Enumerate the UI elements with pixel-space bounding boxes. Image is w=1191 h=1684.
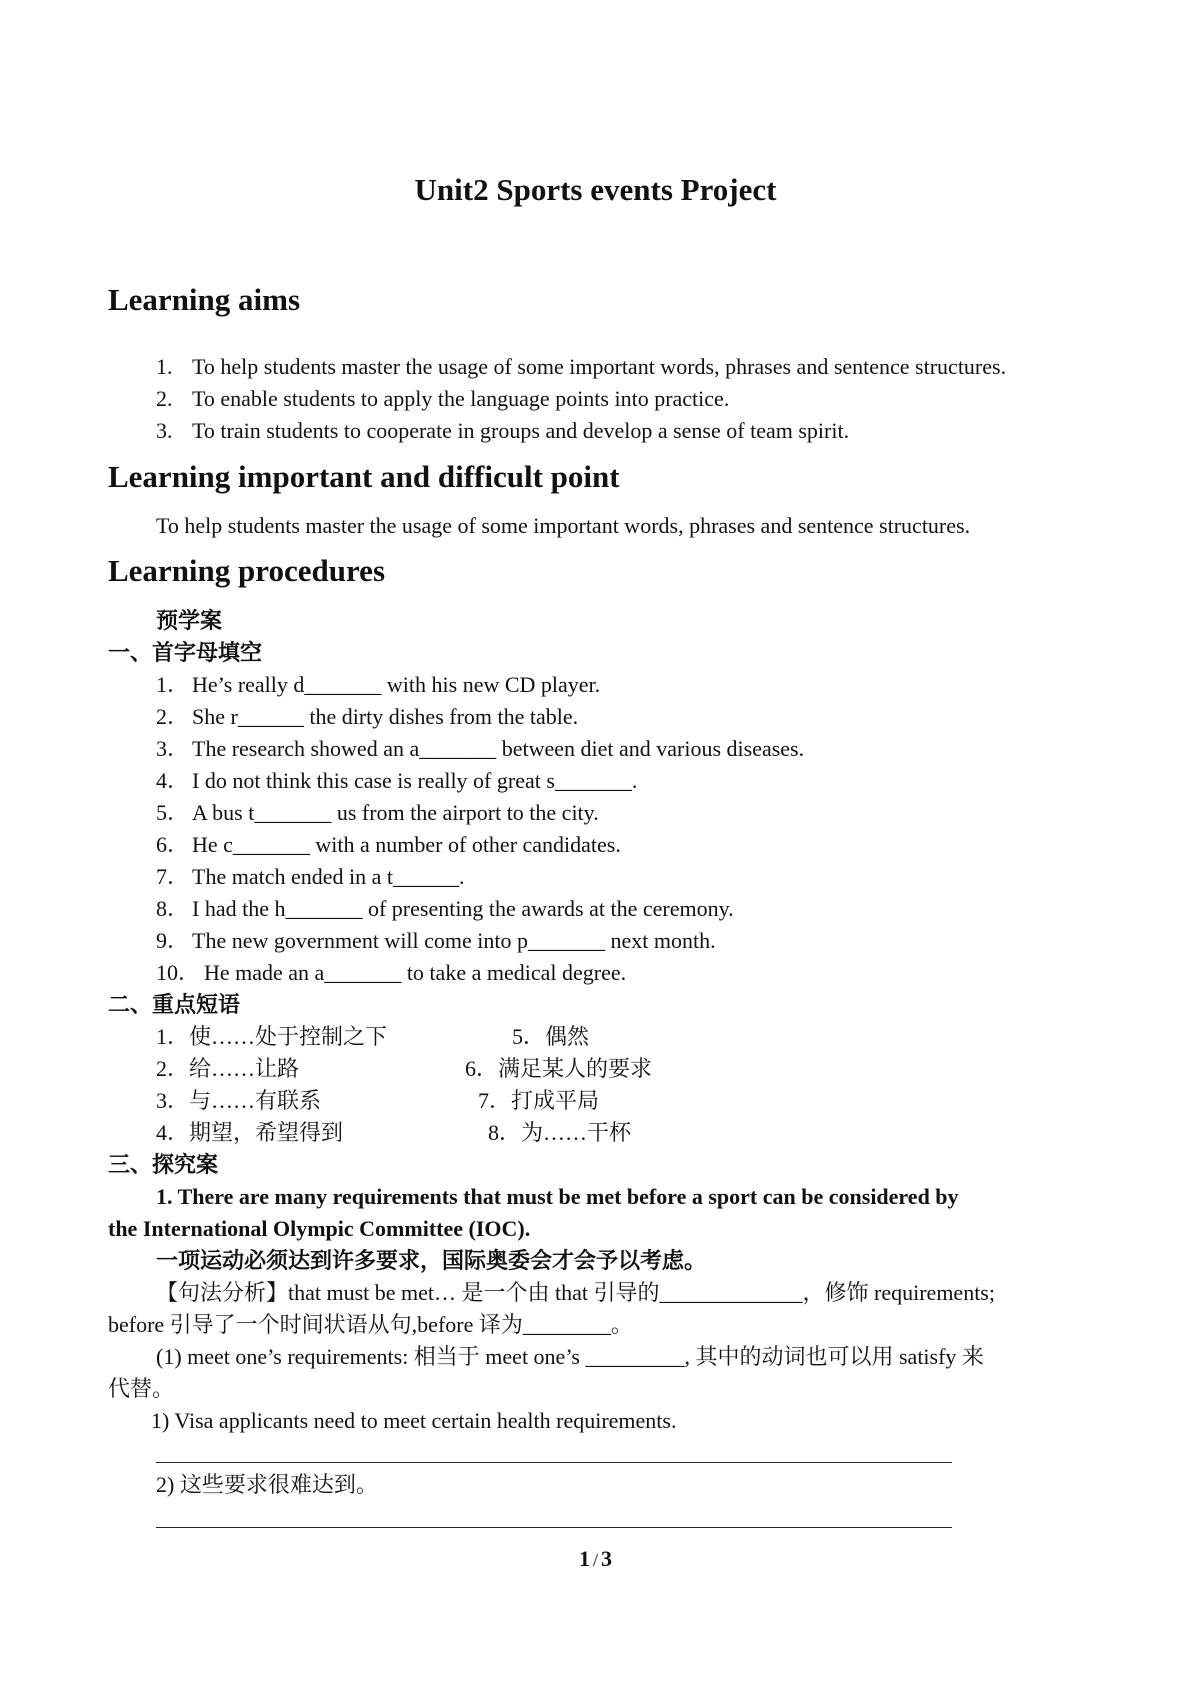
item-text: She r______ the dirty dishes from the table.	[192, 704, 579, 729]
aim-text: To train students to cooperate in groups and develop a sense of team spirit.	[192, 418, 850, 443]
section2-heading: 二、重点短语	[108, 992, 241, 1017]
page-separator: /	[592, 1550, 598, 1570]
fill-blank-item	[156, 671, 600, 699]
phrase-item: 4．期望，希望得到	[156, 1120, 344, 1145]
section1-heading: 一、首字母填空	[108, 640, 263, 665]
aim-number: 2.	[156, 386, 173, 411]
learning-aims-heading: Learning aims	[108, 282, 301, 317]
item-number: 10．	[156, 960, 201, 985]
fill-blank-item	[156, 959, 626, 987]
fill-blank-item	[156, 895, 734, 923]
item-number: 3．	[156, 736, 190, 761]
difficult-point-heading: Learning important and difficult point	[108, 459, 620, 494]
aim-number: 1.	[156, 354, 173, 379]
phrase-item: 1．使……处于控制之下	[156, 1024, 388, 1049]
answer-line	[156, 1462, 952, 1463]
analysis-line1: 【句法分析】that must be met… 是一个由 that 引导的_____________，修饰 requirements;	[156, 1280, 995, 1305]
item-number: 5．	[156, 800, 190, 825]
question1-line1: 1. There are many requirements that must be met before a sport can be considered by	[156, 1184, 959, 1209]
fill-blank-item	[156, 799, 599, 827]
aim-number: 3.	[156, 418, 173, 443]
item-number: 9．	[156, 928, 190, 953]
document-title: Unit2 Sports events Project	[414, 172, 777, 207]
phrase-item: 2．给……让路	[156, 1056, 300, 1081]
item-number: 6．	[156, 832, 190, 857]
aim-text: To enable students to apply the language points into practice.	[192, 386, 730, 411]
example1: 1) Visa applicants need to meet certain health requirements.	[151, 1408, 677, 1433]
fill-blank-item	[156, 735, 804, 763]
phrase-item: 7．打成平局	[478, 1088, 600, 1113]
fill-blank-item	[156, 863, 464, 891]
item-number: 1．	[156, 672, 190, 697]
item-text: He c_______ with a number of other candidates.	[192, 832, 621, 857]
item-text: The research showed an a_______ between diet and various diseases.	[192, 736, 805, 761]
total-pages: 3	[601, 1546, 612, 1571]
phrase-item: 5．偶然	[512, 1024, 590, 1049]
page-number	[0, 1546, 1191, 1572]
item-text: The match ended in a t______.	[192, 864, 465, 889]
question1-line2: the International Olympic Committee (IOC).	[108, 1216, 531, 1241]
fill-blank-item	[156, 831, 621, 859]
phrase-item: 8．为……干杯	[488, 1120, 632, 1145]
item-text: He made an a_______ to take a medical degree.	[204, 960, 627, 985]
fill-blank-item	[156, 927, 716, 955]
item-text: I do not think this case is really of great s_______.	[192, 768, 638, 793]
answer-line	[156, 1527, 952, 1528]
fill-blank-item	[156, 767, 637, 795]
item-text: I had the h_______ of presenting the awards at the ceremony.	[192, 896, 734, 921]
item-number: 4．	[156, 768, 190, 793]
phrase-item: 3．与……有联系	[156, 1088, 322, 1113]
meet-line1: (1) meet one’s requirements: 相当于 meet one’s _________, 其中的动词也可以用 satisfy 来	[156, 1344, 984, 1369]
item-number: 2．	[156, 704, 190, 729]
item-number: 8．	[156, 896, 190, 921]
phrase-item: 6．满足某人的要求	[465, 1056, 653, 1081]
meet-line2: 代替。	[108, 1376, 175, 1401]
fill-blank-item	[156, 703, 578, 731]
item-text: He’s really d_______ with his new CD player.	[192, 672, 601, 697]
current-page: 1	[578, 1546, 590, 1571]
analysis-line2: before 引导了一个时间状语从句,before 译为________。	[108, 1312, 633, 1337]
pre-study-label: 预学案	[156, 608, 223, 633]
difficult-point-text: To help students master the usage of some important words, phrases and sentence structures.	[156, 513, 971, 538]
item-number: 7．	[156, 864, 190, 889]
aim-text: To help students master the usage of some important words, phrases and sentence structures.	[192, 354, 1007, 379]
question1-translation: 一项运动必须达到许多要求，国际奥委会才会予以考虑。	[156, 1248, 707, 1273]
section3-heading: 三、探究案	[108, 1152, 219, 1177]
aim-item	[156, 353, 1006, 381]
item-text: A bus t_______ us from the airport to the city.	[192, 800, 599, 825]
aim-item	[156, 417, 849, 445]
example2: 2) 这些要求很难达到。	[156, 1472, 378, 1497]
item-text: The new government will come into p_______ next month.	[192, 928, 716, 953]
aim-item	[156, 385, 729, 413]
learning-procedures-heading: Learning procedures	[108, 553, 386, 588]
